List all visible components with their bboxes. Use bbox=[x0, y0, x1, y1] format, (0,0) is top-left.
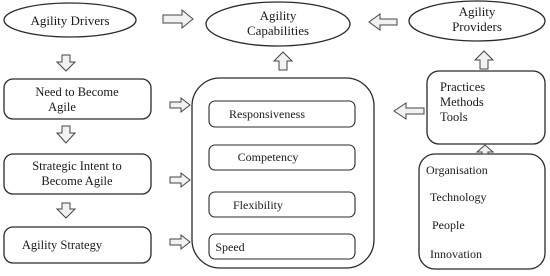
arrow-need-to-container bbox=[170, 98, 190, 112]
agility-providers-label-2: Providers bbox=[452, 19, 502, 34]
people-label: People bbox=[432, 218, 465, 232]
capability-flexibility-label: Flexibility bbox=[232, 198, 284, 212]
organisation-label: Organisation bbox=[426, 163, 488, 177]
methods-label: Methods bbox=[440, 95, 484, 109]
arrow-practices-to-container bbox=[394, 103, 424, 119]
arrow-practices-up bbox=[475, 51, 493, 69]
step-intent-label-1: Strategic Intent to bbox=[32, 159, 122, 173]
step-strategy-label: Agility Strategy bbox=[21, 238, 103, 252]
arrow-drivers-to-capabilities bbox=[163, 10, 193, 28]
arrow-intent-down bbox=[57, 203, 75, 218]
practices-label: Practices bbox=[440, 80, 486, 94]
agility-capabilities-label-2: Capabilities bbox=[246, 23, 310, 38]
arrow-drivers-down bbox=[57, 55, 75, 71]
capability-speed-label: Speed bbox=[215, 240, 245, 254]
technology-label: Technology bbox=[430, 190, 487, 204]
arrow-intent-to-container bbox=[170, 173, 190, 187]
innovation-label: Innovation bbox=[430, 247, 482, 261]
agility-providers-label-1: Agility bbox=[458, 4, 496, 19]
arrow-resources-up bbox=[477, 145, 493, 154]
agility-capabilities-label-1: Agility bbox=[259, 8, 297, 23]
arrow-container-up bbox=[274, 52, 292, 70]
arrow-providers-to-capabilities bbox=[369, 14, 397, 30]
agility-drivers-label: Agility Drivers bbox=[30, 13, 110, 28]
step-need-label-1: Need to Become bbox=[35, 85, 119, 99]
arrow-strategy-to-container bbox=[170, 235, 190, 249]
tools-label: Tools bbox=[440, 110, 468, 124]
arrow-need-down bbox=[57, 126, 75, 143]
capability-responsiveness-label: Responsiveness bbox=[229, 107, 305, 121]
step-need-label-2: Agile bbox=[48, 100, 76, 114]
step-intent-label-2: Become Agile bbox=[41, 174, 113, 188]
capability-competency-label: Competency bbox=[237, 150, 299, 164]
